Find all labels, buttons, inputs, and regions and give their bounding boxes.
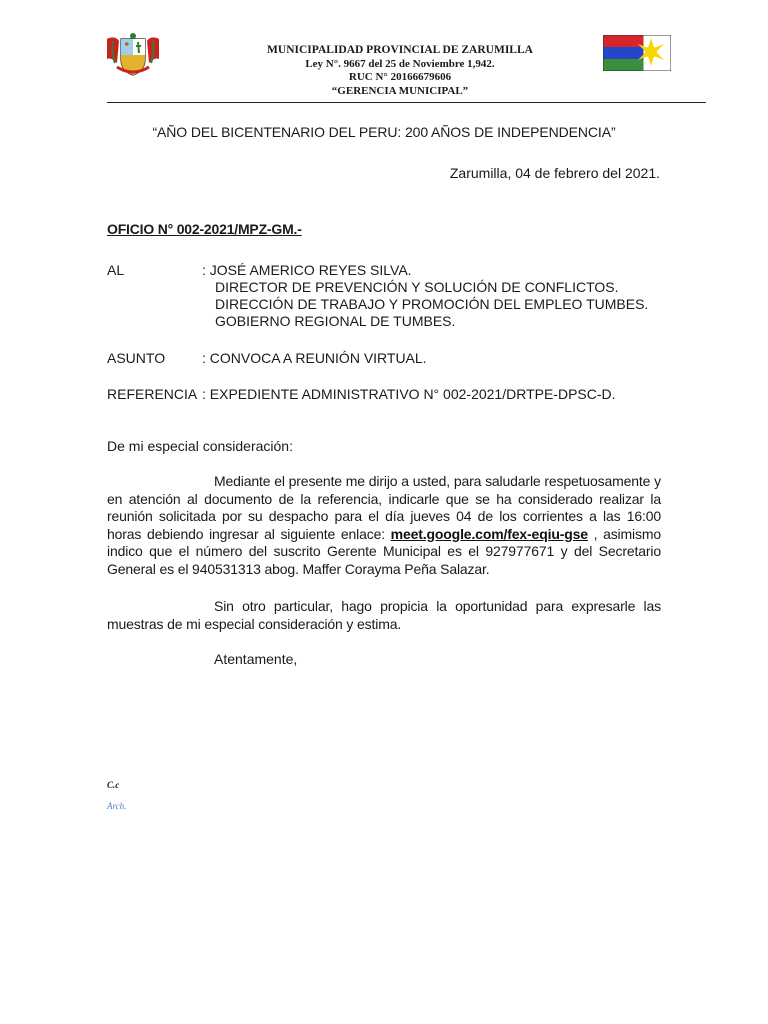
closing: Atentamente, bbox=[214, 651, 298, 667]
paragraph-1-continuation: , asimismo indico que el número del suscrito Gerente Municipal es el 927977671 y del Secretario General es el 940531313 abog. Maffer Corayma Peña Salazar. bbox=[107, 525, 661, 577]
reference-label: REFERENCIA bbox=[107, 386, 198, 402]
zarumilla-flag-icon bbox=[603, 35, 671, 71]
meeting-link[interactable]: meet.google.com/fex-eqiu-gse bbox=[390, 525, 588, 542]
office-name: “GERENCIA MUNICIPAL” bbox=[331, 84, 469, 97]
body-paragraph-2 bbox=[107, 598, 661, 633]
archive-note: Arch. bbox=[107, 801, 127, 811]
header-divider bbox=[107, 102, 706, 103]
recipient-block bbox=[202, 262, 648, 330]
letterhead bbox=[200, 44, 600, 98]
carbon-copy-note: C.c bbox=[107, 780, 120, 790]
body-paragraph-1 bbox=[107, 473, 661, 578]
recipient-label: AL bbox=[107, 262, 125, 278]
recipient-organization: GOBIERNO REGIONAL DE TUMBES. bbox=[215, 313, 456, 329]
founding-law: Ley N°. 9667 del 25 de Noviembre 1,942. bbox=[305, 57, 495, 70]
year-motto: “AÑO DEL BICENTENARIO DEL PERU: 200 AÑOS DE INDEPENDENCIA” bbox=[152, 124, 616, 140]
institution-name: MUNICIPALIDAD PROVINCIAL DE ZARUMILLA bbox=[267, 44, 533, 56]
salutation: De mi especial consideración: bbox=[107, 438, 293, 454]
document-number: OFICIO N° 002-2021/MPZ-GM.- bbox=[107, 221, 302, 237]
reference-value: : EXPEDIENTE ADMINISTRATIVO N° 002-2021/DRTPE-DPSC-D. bbox=[202, 386, 616, 402]
paragraph-2-text: Sin otro particular, hago propicia la oportunidad para expresarle las muestras de mi especial consideración y estima. bbox=[107, 598, 661, 632]
ruc-number: RUC N° 20166679606 bbox=[348, 71, 452, 83]
paragraph-1-text: Mediante el presente me dirijo a usted, para saludarle respetuosamente y en atención al documento de la referencia, indicarle que se ha considerado realizar la reunión solicitada por su despacho para el día jueves 04 de los corrientes a las 16:00 horas debiendo ingresar al siguiente enlace: bbox=[107, 473, 661, 542]
recipient-name: : JOSÉ AMERICO REYES SILVA. bbox=[202, 262, 412, 278]
subject-value: : CONVOCA A REUNIÓN VIRTUAL. bbox=[202, 350, 427, 366]
subject-label: ASUNTO bbox=[107, 350, 166, 366]
recipient-position: DIRECTOR DE PREVENCIÓN Y SOLUCIÓN DE CONFLICTOS. bbox=[215, 279, 619, 295]
recipient-department: DIRECCIÓN DE TRABAJO Y PROMOCIÓN DEL EMPLEO TUMBES. bbox=[215, 296, 649, 312]
place-date: Zarumilla, 04 de febrero del 2021. bbox=[449, 165, 660, 181]
peru-coat-of-arms-icon bbox=[105, 33, 161, 77]
